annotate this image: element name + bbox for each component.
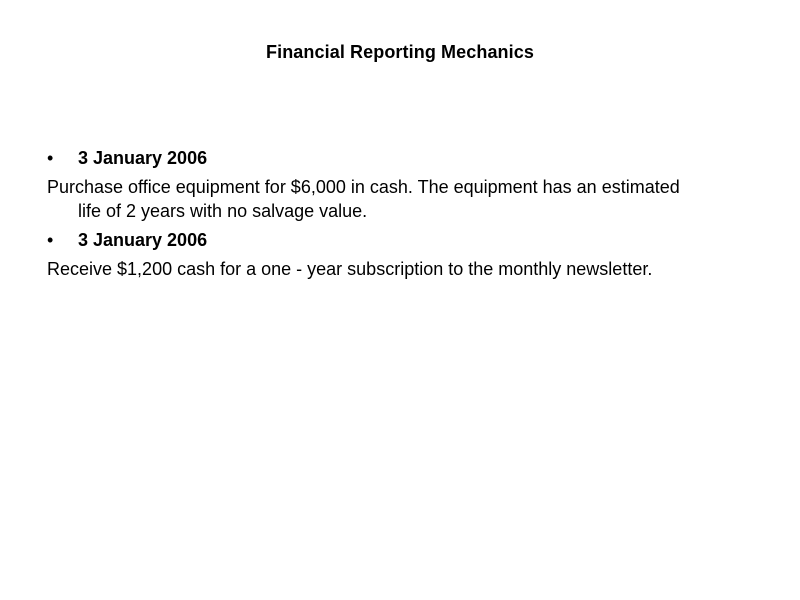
description-line: Receive $1,200 cash for a one - year subscription to the monthly newsletter. — [47, 259, 653, 279]
slide-content — [47, 146, 767, 286]
bullet-date: 3 January 2006 — [78, 230, 208, 250]
slide-title: Financial Reporting Mechanics — [266, 42, 534, 62]
bullet-icon: • — [47, 148, 54, 168]
bullet-item — [47, 146, 767, 170]
transaction-description — [47, 257, 767, 281]
description-line: Purchase office equipment for $6,000 in cash. The equipment has an estimated — [47, 177, 680, 197]
bullet-icon: • — [47, 230, 54, 250]
transaction-description — [47, 175, 767, 223]
bullet-item — [47, 228, 767, 252]
description-line: life of 2 years with no salvage value. — [78, 201, 368, 221]
bullet-date: 3 January 2006 — [78, 148, 208, 168]
